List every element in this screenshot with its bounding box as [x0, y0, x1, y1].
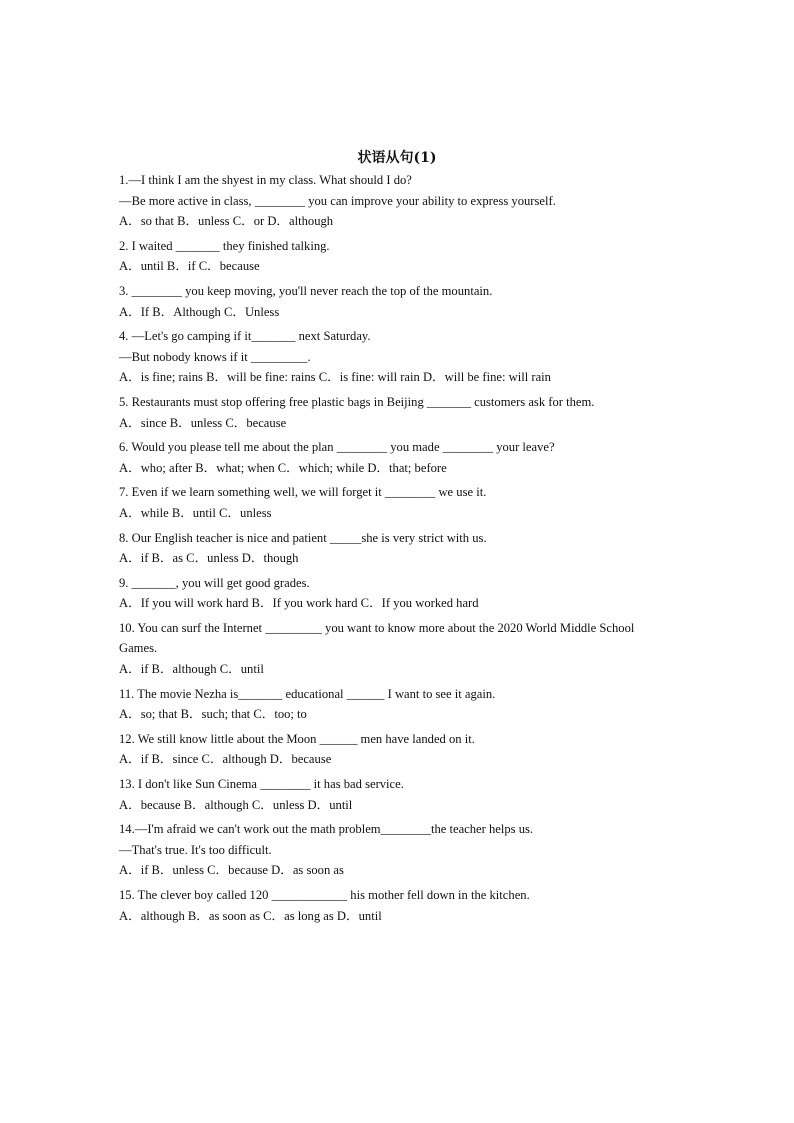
question-text: 6. Would you please tell me about the plan ________ you made ________ your leave? — [119, 440, 555, 455]
answer-options: A．so; that B．such; that C．too; to — [119, 707, 307, 722]
answer-options: A．If B．Although C．Unless — [119, 304, 280, 319]
question-12 — [119, 729, 689, 770]
question-list — [119, 170, 689, 930]
answer-options: A．if B．as C．unless D．though — [119, 551, 299, 566]
answer-options: A．while B．until C．unless — [119, 505, 272, 520]
question-11 — [119, 684, 689, 725]
question-9 — [119, 573, 689, 614]
answer-options: A．if B．although C．until — [119, 662, 264, 677]
question-text: 7. Even if we learn something well, we will forget it ________ we use it. — [119, 485, 487, 500]
answer-options: A．since B．unless C．because — [119, 415, 287, 430]
question-text: 14.—I'm afraid we can't work out the math problem________the teacher helps us. — [119, 822, 534, 837]
question-13 — [119, 774, 689, 815]
question-3 — [119, 281, 689, 322]
question-text: 9. _______, you will get good grades. — [119, 575, 310, 590]
question-text: —That's true. It's too difficult. — [119, 842, 272, 857]
answer-options: A．if B．unless C．because D．as soon as — [119, 863, 344, 878]
question-text: 2. I waited _______ they finished talking. — [119, 238, 330, 253]
question-8 — [119, 528, 689, 569]
question-10 — [119, 618, 689, 680]
question-text: 11. The movie Nezha is_______ educational ______ I want to see it again. — [119, 686, 496, 701]
answer-options: A．If you will work hard B．If you work hard C．If you worked hard — [119, 596, 479, 611]
question-6 — [119, 437, 689, 478]
question-7 — [119, 482, 689, 523]
question-text: 8. Our English teacher is nice and patient _____she is very strict with us. — [119, 530, 487, 545]
question-text: 10. You can surf the Internet _________ you want to know more about the 2020 World Middle School Games. — [119, 620, 635, 656]
question-15 — [119, 885, 689, 926]
question-5 — [119, 392, 689, 433]
question-14 — [119, 819, 689, 881]
question-text: 15. The clever boy called 120 ____________ his mother fell down in the kitchen. — [119, 888, 530, 902]
answer-options: A．so that B．unless C．or D．although — [119, 214, 334, 229]
answer-options: A．although B．as soon as C．as long as D．until — [119, 908, 382, 923]
answer-options: A．because B．although C．unless D．until — [119, 797, 353, 812]
question-text: —Be more active in class, ________ you can improve your ability to express yourself. — [119, 193, 556, 208]
question-text: —But nobody knows if it _________. — [119, 349, 311, 364]
page-title: 状语从句(1) — [357, 150, 437, 166]
question-4 — [119, 326, 689, 388]
answer-options: A．who; after B．what; when C．which; while D．that; before — [119, 460, 447, 475]
question-text: 4. —Let's go camping if it_______ next Saturday. — [119, 329, 371, 344]
answer-options: A．until B．if C．because — [119, 259, 260, 274]
question-text: 13. I don't like Sun Cinema ________ it has bad service. — [119, 777, 404, 792]
answer-options: A．if B．since C．although D．because — [119, 752, 332, 767]
question-2 — [119, 236, 689, 277]
question-text: 1.—I think I am the shyest in my class. What should I do? — [119, 173, 412, 187]
answer-options: A．is fine; rains B．will be fine: rains C．is fine: will rain D．will be fine: will rain — [119, 370, 551, 385]
question-text: 3. ________ you keep moving, you'll never reach the top of the mountain. — [119, 283, 493, 298]
question-text: 5. Restaurants must stop offering free plastic bags in Beijing _______ customers ask for them. — [119, 394, 595, 409]
question-1 — [119, 170, 689, 232]
question-text: 12. We still know little about the Moon ______ men have landed on it. — [119, 731, 475, 746]
